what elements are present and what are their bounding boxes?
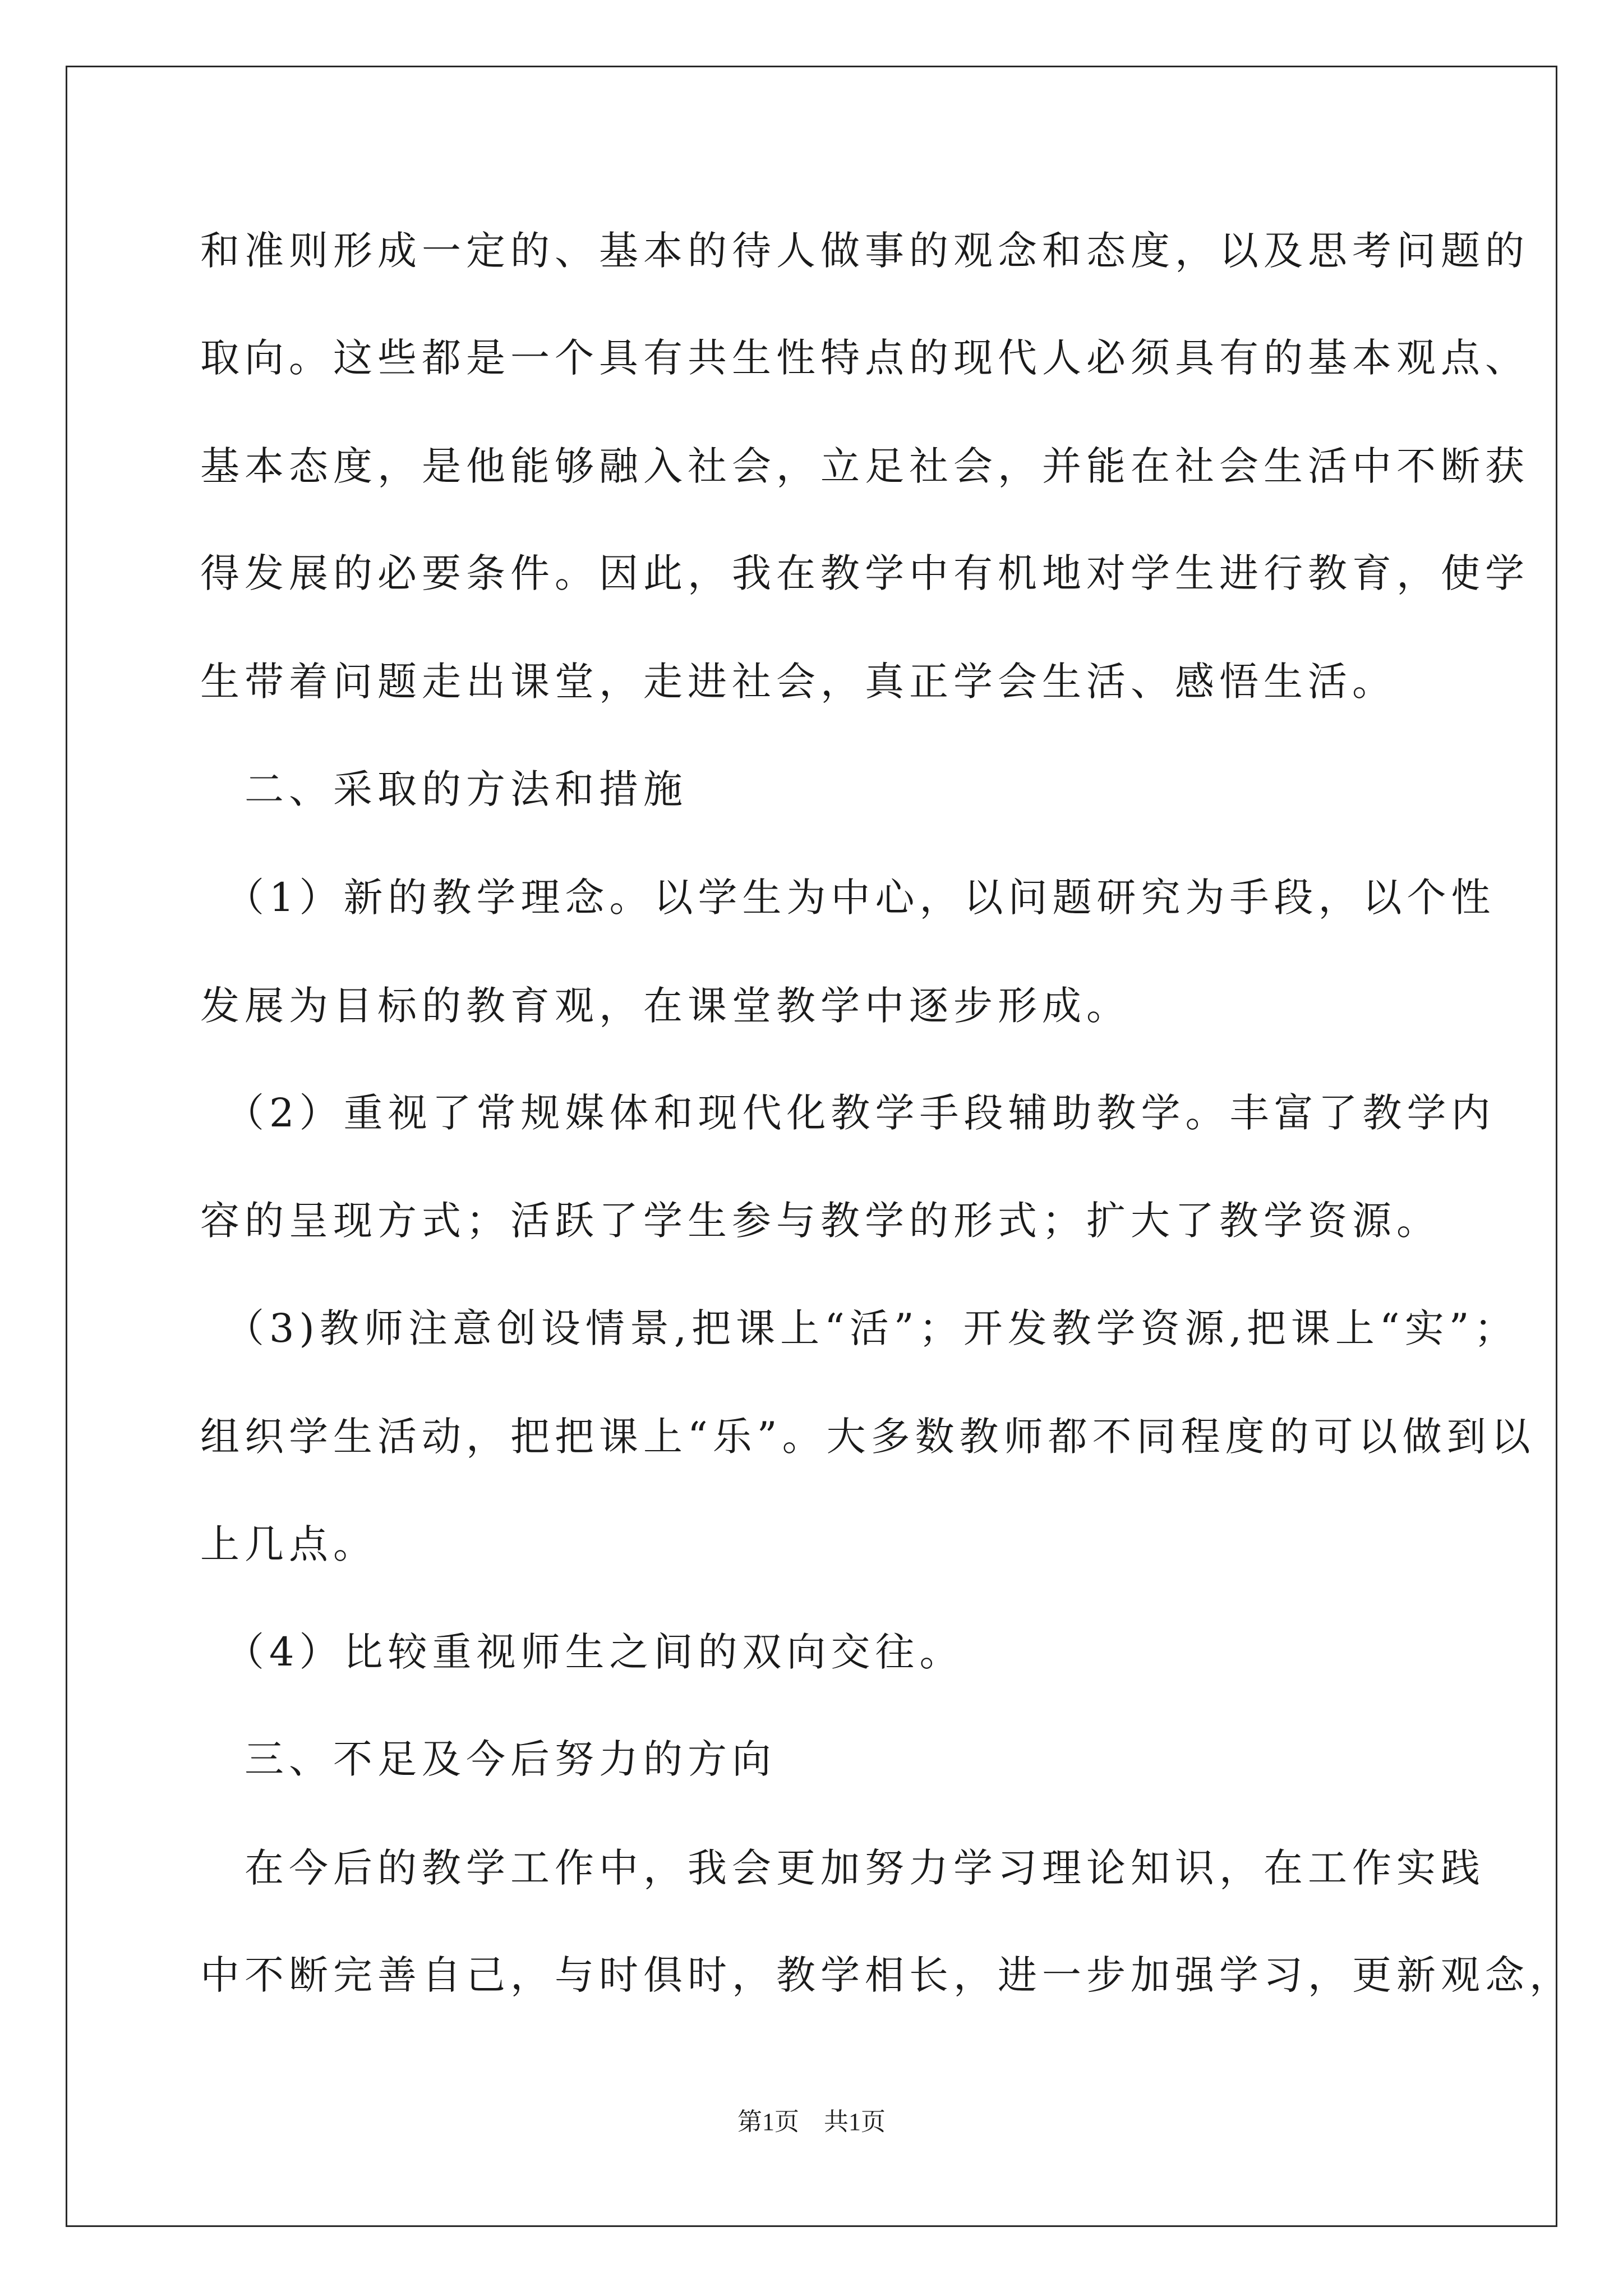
section-heading: 二、采取的方法和措施 (200, 766, 688, 812)
text-line: 基本态度，是他能够融入社会，立足社会，并能在社会生活中不断获 (200, 443, 1529, 489)
text-line: （1）新的教学理念。以学生为中心，以问题研究为手段，以个性 (200, 875, 1496, 921)
text-line: （3)教师注意创设情景,把课上“活”；开发教学资源,把课上“实”； (200, 1305, 1519, 1351)
text-line: 中不断完善自己，与时俱时，教学相长，进一步加强学习，更新观念， (200, 1952, 1574, 1998)
text-line: 得发展的必要条件。因此，我在教学中有机地对学生进行教育，使学 (200, 550, 1529, 596)
text-line: （2）重视了常规媒体和现代化教学手段辅助教学。丰富了教学内 (200, 1090, 1496, 1136)
text-line: 取向。这些都是一个具有共生性特点的现代人必须具有的基本观点、 (200, 335, 1529, 381)
page-border (66, 66, 1557, 2227)
page-number-footer: 第1页 共1页 (737, 2108, 886, 2136)
text-line: （4）比较重视师生之间的双向交往。 (200, 1629, 964, 1675)
text-line: 在今后的教学工作中，我会更加努力学习理论知识，在工作实践 (200, 1845, 1485, 1891)
section-heading: 三、不足及今后努力的方向 (200, 1736, 776, 1782)
text-line: 发展为目标的教育观，在课堂教学中逐步形成。 (200, 983, 1131, 1029)
text-line: 上几点。 (200, 1521, 377, 1567)
text-line: 组织学生活动，把把课上“乐”。大多数教师都不同程度的可以做到以 (200, 1414, 1536, 1460)
text-line: 和准则形成一定的、基本的待人做事的观念和态度，以及思考问题的 (200, 228, 1529, 274)
text-line: 容的呈现方式；活跃了学生参与教学的形式；扩大了教学资源。 (200, 1198, 1441, 1244)
text-line: 生带着问题走出课堂，走进社会，真正学会生活、感悟生活。 (200, 659, 1396, 705)
